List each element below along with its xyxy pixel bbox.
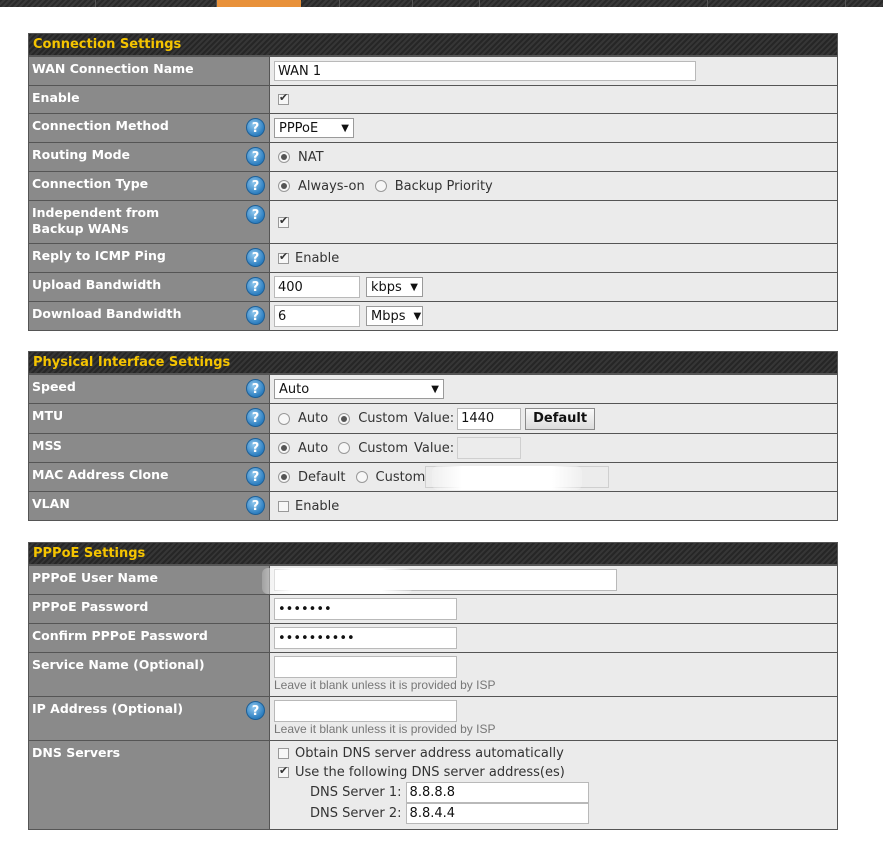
mtu-default-button[interactable]: Default: [525, 408, 595, 430]
ip-address-label-text: IP Address (Optional): [32, 701, 184, 716]
pppoe-confirm-row: [29, 623, 837, 652]
speed-selected: Auto: [279, 381, 310, 397]
ip-address-value-cell: [270, 697, 837, 740]
connection-type-label: [29, 172, 270, 200]
independent-label: [29, 201, 270, 243]
dns-auto-label: Obtain DNS server address automatically: [295, 746, 564, 761]
icmp-label: [29, 244, 270, 272]
dns-server-1-input[interactable]: [406, 782, 589, 803]
help-icon[interactable]: ?: [246, 147, 265, 166]
connection-type-label-text: Connection Type: [32, 176, 149, 191]
redaction-mask: [262, 568, 412, 594]
enable-label: Enable: [29, 86, 270, 113]
connection-method-label-text: Connection Method: [32, 118, 169, 133]
help-icon[interactable]: ?: [246, 701, 265, 720]
backup-priority-radio[interactable]: [375, 180, 387, 192]
ip-address-label: [29, 697, 270, 740]
connection-method-selected: PPPoE: [279, 120, 319, 136]
speed-value-cell: [270, 375, 837, 403]
independent-value-cell: [270, 201, 837, 243]
pppoe-password-input[interactable]: [274, 598, 457, 620]
routing-mode-label: [29, 143, 270, 171]
help-icon[interactable]: ?: [246, 496, 265, 515]
connection-method-label: [29, 114, 270, 142]
upload-row: [29, 272, 837, 301]
dns-server-1-label: DNS Server 1:: [310, 785, 402, 800]
vlan-value-cell: [270, 492, 837, 520]
mtu-custom-label: Custom: [358, 411, 408, 426]
vlan-label-text: VLAN: [32, 496, 70, 511]
connection-method-select[interactable]: [274, 118, 354, 138]
mss-auto-radio[interactable]: [278, 442, 290, 454]
pppoe-user-row: [29, 565, 837, 594]
icmp-value-cell: [270, 244, 837, 272]
mss-custom-radio[interactable]: [338, 442, 350, 454]
nav-separator: [412, 0, 413, 7]
wan-name-input[interactable]: [274, 61, 696, 81]
dns-server-2-label: DNS Server 2:: [310, 806, 402, 821]
mss-row: [29, 433, 837, 462]
mss-value-label: Value:: [414, 440, 455, 456]
connection-type-row: [29, 171, 837, 200]
speed-select[interactable]: [274, 379, 444, 399]
download-value-cell: [270, 302, 837, 330]
mss-custom-label: Custom: [358, 440, 408, 456]
pppoe-password-row: [29, 594, 837, 623]
independent-checkbox[interactable]: [278, 217, 289, 228]
dns-manual-checkbox[interactable]: [278, 767, 289, 778]
service-name-input[interactable]: [274, 656, 457, 678]
ip-address-hint: Leave it blank unless it is provided by ISP: [274, 722, 496, 736]
top-nav-bar: [0, 0, 883, 7]
speed-row: [29, 374, 837, 403]
section-header: Physical Interface Settings: [29, 352, 837, 374]
mtu-auto-radio[interactable]: [278, 413, 290, 425]
speed-label-text: Speed: [32, 379, 76, 394]
mss-label: [29, 434, 270, 462]
redaction-mask: [432, 466, 582, 490]
pppoe-user-label: PPPoE User Name: [29, 566, 270, 594]
backup-priority-label: Backup Priority: [394, 178, 493, 194]
dns-servers-row: [29, 740, 837, 829]
upload-unit-select[interactable]: [366, 277, 423, 297]
upload-value-cell: [270, 273, 837, 301]
download-row: [29, 301, 837, 330]
chevron-down-icon: ▼: [410, 281, 418, 293]
wan-name-value-cell: [270, 57, 837, 85]
nav-tab-active[interactable]: [217, 0, 301, 7]
download-unit-select[interactable]: [366, 306, 423, 326]
ip-address-row: [29, 696, 837, 740]
speed-label: [29, 375, 270, 403]
help-icon[interactable]: ?: [246, 277, 265, 296]
section-header: PPPoE Settings: [29, 543, 837, 565]
help-icon[interactable]: ?: [246, 176, 265, 195]
download-label: [29, 302, 270, 330]
mac-default-label: Default: [298, 469, 346, 485]
help-icon[interactable]: ?: [246, 248, 265, 267]
service-name-hint: Leave it blank unless it is provided by ISP: [274, 678, 496, 692]
service-name-label: Service Name (Optional): [29, 653, 270, 696]
chevron-down-icon: ▼: [431, 383, 439, 395]
upload-input[interactable]: [274, 276, 360, 298]
dns-manual-label: Use the following DNS server address(es): [295, 765, 565, 780]
help-icon[interactable]: ?: [246, 118, 265, 137]
physical-interface-section: [28, 351, 838, 521]
mtu-value-label: Value:: [414, 411, 455, 426]
mss-auto-label: Auto: [298, 440, 329, 456]
mac-clone-label-text: MAC Address Clone: [32, 467, 169, 482]
download-label-text: Download Bandwidth: [32, 306, 182, 321]
mac-clone-label: [29, 463, 270, 491]
pppoe-password-value-cell: [270, 595, 837, 623]
upload-label-text: Upload Bandwidth: [32, 277, 162, 292]
nav-separator: [707, 0, 708, 7]
independent-row: [29, 200, 837, 243]
mss-label-text: MSS: [32, 438, 62, 453]
pppoe-settings-section: [28, 542, 838, 830]
service-name-value-cell: [270, 653, 837, 696]
always-on-radio[interactable]: [278, 180, 290, 192]
help-icon[interactable]: ?: [246, 205, 265, 224]
connection-type-value-cell: [270, 172, 837, 200]
mtu-row: [29, 403, 837, 433]
help-icon[interactable]: ?: [246, 379, 265, 398]
mac-custom-radio[interactable]: [356, 471, 368, 483]
icmp-enable-checkbox[interactable]: [278, 253, 289, 264]
connection-settings-section: [28, 33, 838, 331]
enable-value-cell: [270, 86, 837, 113]
nav-separator: [95, 0, 96, 7]
connection-method-value-cell: [270, 114, 837, 142]
dns-auto-option: [274, 744, 564, 763]
dns-auto-checkbox[interactable]: [278, 748, 289, 759]
help-icon[interactable]: ?: [246, 408, 265, 427]
download-unit-selected: Mbps: [371, 308, 406, 324]
routing-nat-radio[interactable]: [278, 151, 290, 163]
routing-mode-row: [29, 142, 837, 171]
ip-address-input[interactable]: [274, 700, 457, 722]
icmp-enable-label: Enable: [295, 250, 340, 266]
icmp-label-text: Reply to ICMP Ping: [32, 248, 166, 263]
mss-value-input[interactable]: [457, 437, 521, 459]
enable-checkbox[interactable]: [278, 94, 289, 105]
chevron-down-icon: ▼: [413, 310, 422, 322]
upload-label: [29, 273, 270, 301]
dns-server-1-row: [274, 782, 589, 803]
enable-row: [29, 85, 837, 113]
dns-servers-value-cell: [270, 741, 837, 829]
mtu-label-text: MTU: [32, 408, 64, 423]
vlan-enable-label: Enable: [295, 498, 340, 514]
connection-method-row: [29, 113, 837, 142]
pppoe-confirm-label: Confirm PPPoE Password: [29, 624, 270, 652]
mac-custom-label: Custom: [375, 469, 426, 485]
pppoe-confirm-value-cell: [270, 624, 837, 652]
wan-name-label: WAN Connection Name: [29, 57, 270, 85]
mtu-auto-label: Auto: [298, 411, 329, 426]
help-icon[interactable]: ?: [246, 438, 265, 457]
mtu-value-cell: [270, 404, 837, 433]
dns-servers-label: DNS Servers: [29, 741, 270, 829]
mtu-value-input[interactable]: [457, 408, 521, 430]
independent-label-text: Independent from Backup WANs: [32, 205, 160, 236]
vlan-row: [29, 491, 837, 520]
section-header: Connection Settings: [29, 34, 837, 56]
nav-separator: [479, 0, 480, 7]
always-on-label: Always-on: [298, 178, 365, 194]
download-input[interactable]: [274, 305, 360, 327]
nav-separator: [845, 0, 846, 7]
icmp-row: [29, 243, 837, 272]
dns-server-2-input[interactable]: [406, 803, 589, 824]
help-icon[interactable]: ?: [246, 467, 265, 486]
help-icon[interactable]: ?: [246, 306, 265, 325]
mtu-label: [29, 404, 270, 433]
mss-value-cell: [270, 434, 837, 462]
mtu-custom-radio[interactable]: [338, 413, 350, 425]
wan-name-row: [29, 56, 837, 85]
chevron-down-icon: ▼: [341, 122, 349, 134]
routing-mode-label-text: Routing Mode: [32, 147, 131, 162]
upload-unit-selected: kbps: [371, 279, 402, 295]
service-name-row: [29, 652, 837, 696]
pppoe-confirm-input[interactable]: [274, 627, 457, 649]
mac-default-radio[interactable]: [278, 471, 290, 483]
vlan-label: [29, 492, 270, 520]
nav-separator: [339, 0, 340, 7]
pppoe-password-label: PPPoE Password: [29, 595, 270, 623]
routing-nat-label: NAT: [298, 149, 324, 165]
vlan-enable-checkbox[interactable]: [278, 501, 289, 512]
dns-server-2-row: [274, 803, 589, 824]
routing-mode-value-cell: [270, 143, 837, 171]
dns-manual-option: [274, 763, 565, 782]
